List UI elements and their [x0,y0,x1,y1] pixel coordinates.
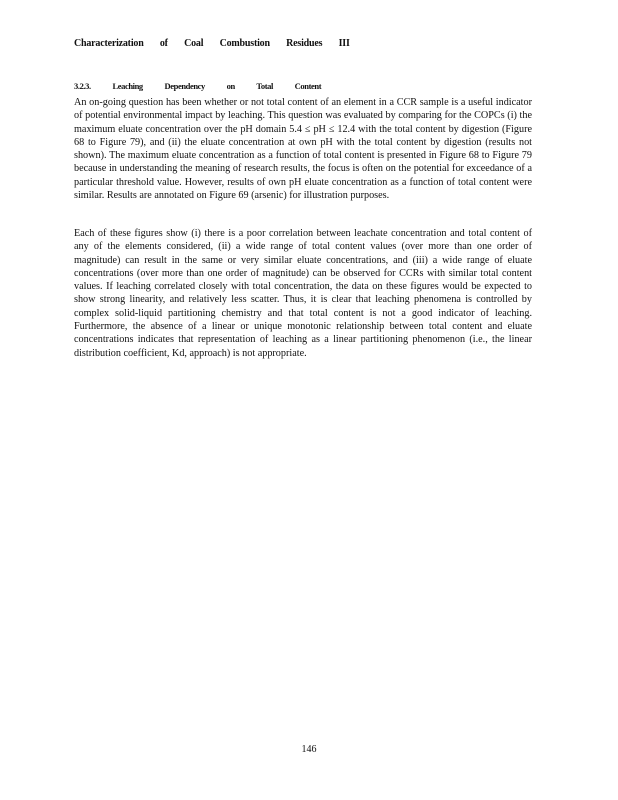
section-heading: 3.2.3. Leaching Dependency on Total Content [74,81,322,91]
running-header: Characterization of Coal Combustion Residues III [74,38,350,49]
body-paragraph-1: An on-going question has been whether or not total content of an element in a CCR sample is a useful indicator of potential environmental impact by leaching. This question was evaluated by comparing for the COPCs (i) the maximum eluate concentration over the pH domain 5.4 ≤ pH ≤ 12.4 with the total content by digestion (Figure 68 to Figure 79), and (ii) the eluate concentration at own pH with the total content by digestion (results not shown). The maximum eluate concentration as a function of total content is presented in Figure 68 to Figure 79 because in understanding the meaning of research results, the focus is often on the potential for exceedance of a particular threshold value. However, results of own pH eluate concentration as a function of total content were similar. Results are annotated on Figure 69 (arsenic) for illustration purposes. [74,97,532,202]
body-paragraph-2: Each of these figures show (i) there is a poor correlation between leachate concentration and total content of any of the elements considered, (ii) a wide range of total content values (over more than one order of magnitude) can result in the same or very similar eluate concentrations, and (iii) a wide range of eluate concentrations (over more than one order of magnitude) can be observed for CCRs with similar total content values. If leaching correlated closely with total concentration, the data on these figures would be expected to show strong linearity, and relatively less scatter. Thus, it is clear that leaching phenomena is controlled by complex solid-liquid partitioning chemistry and that total content is not a good indicator of leaching. Furthermore, the absence of a linear or unique monotonic relationship between total content and eluate concentrations indicates that representation of leaching as a linear partitioning phenomenon (i.e., the linear distribution coefficient, Kd, approach) is not appropriate. [74,228,532,359]
page-number: 146 [301,744,317,755]
